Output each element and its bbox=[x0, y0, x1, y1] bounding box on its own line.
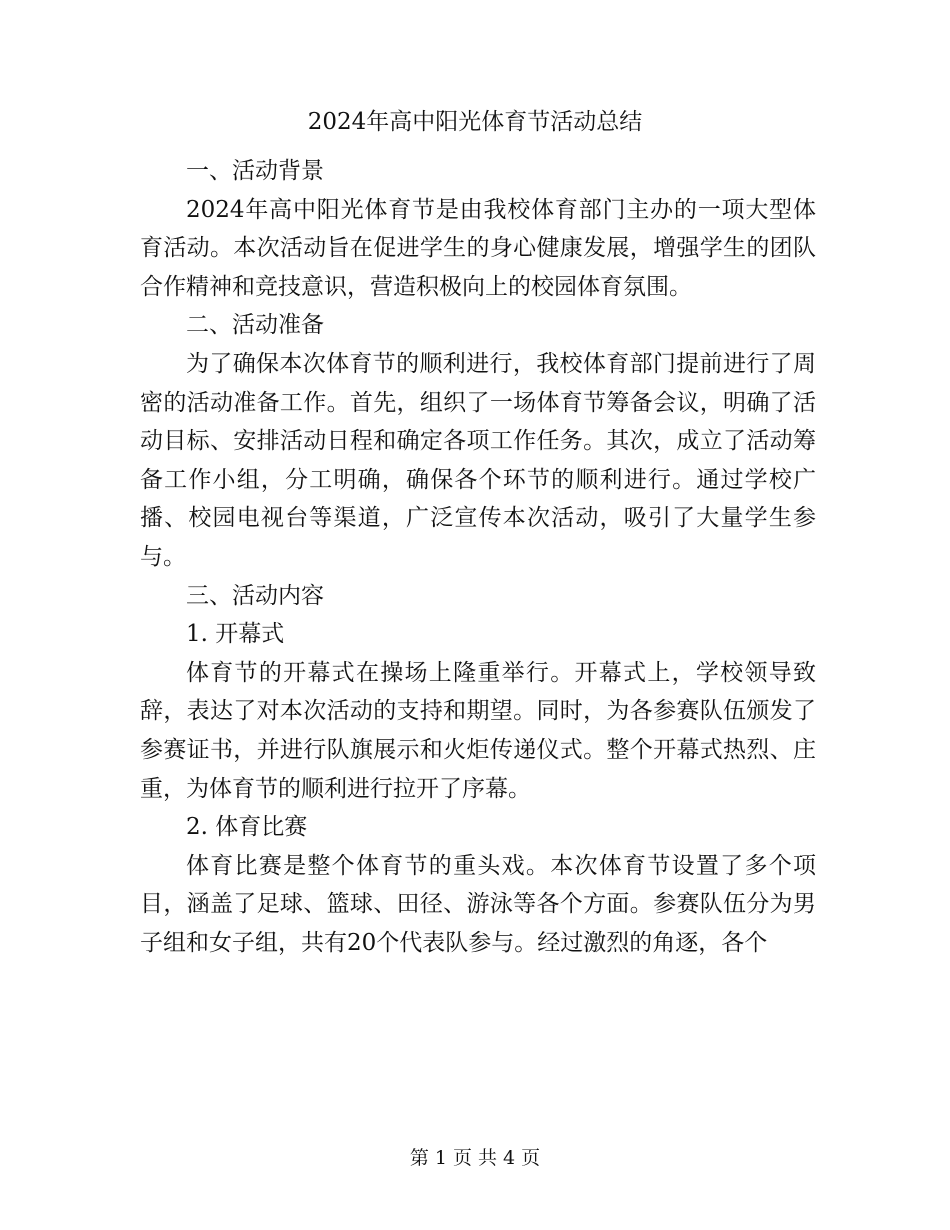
section-heading: 二、活动准备 bbox=[186, 312, 324, 339]
document-body bbox=[140, 152, 816, 962]
body-paragraph: 体育节的开幕式在操场上隆重举行。开幕式上，学校领导致辞，表达了对本次活动的支持和期望。同时，为各参赛队伍颁发了参赛证书，并进行队旗展示和火炬传递仪式。整个开幕式热烈、庄重，为体育节的顺利进行拉开了序幕。 bbox=[140, 659, 816, 802]
body-paragraph: 为了确保本次体育节的顺利进行，我校体育部门提前进行了周密的活动准备工作。首先，组织了一场体育节筹备会议，明确了活动目标、安排活动日程和确定各项工作任务。其次，成立了活动筹备工作小组，分工明确，确保各个环节的顺利进行。通过学校广播、校园电视台等渠道，广泛宣传本次活动，吸引了大量学生参与。 bbox=[140, 350, 816, 570]
page-footer bbox=[0, 1143, 950, 1173]
subsection-heading: 1. 开幕式 bbox=[186, 621, 285, 648]
page-number-label: 第 1 页 共 4 页 bbox=[409, 1147, 541, 1169]
body-paragraph: 2024年高中阳光体育节是由我校体育部门主办的一项大型体育活动。本次活动旨在促进学生的身心健康发展，增强学生的团队合作精神和竞技意识，营造积极向上的校园体育氛围。 bbox=[140, 196, 816, 300]
subsection-heading: 2. 体育比赛 bbox=[186, 814, 308, 841]
section-heading: 三、活动内容 bbox=[186, 582, 324, 609]
document-title: 2024年高中阳光体育节活动总结 bbox=[307, 109, 643, 135]
body-paragraph: 体育比赛是整个体育节的重头戏。本次体育节设置了多个项目，涵盖了足球、篮球、田径、游泳等各个方面。参赛队伍分为男子组和女子组，共有20个代表队参与。经过激烈的角逐，各个 bbox=[140, 852, 816, 956]
section-heading: 一、活动背景 bbox=[186, 158, 324, 184]
